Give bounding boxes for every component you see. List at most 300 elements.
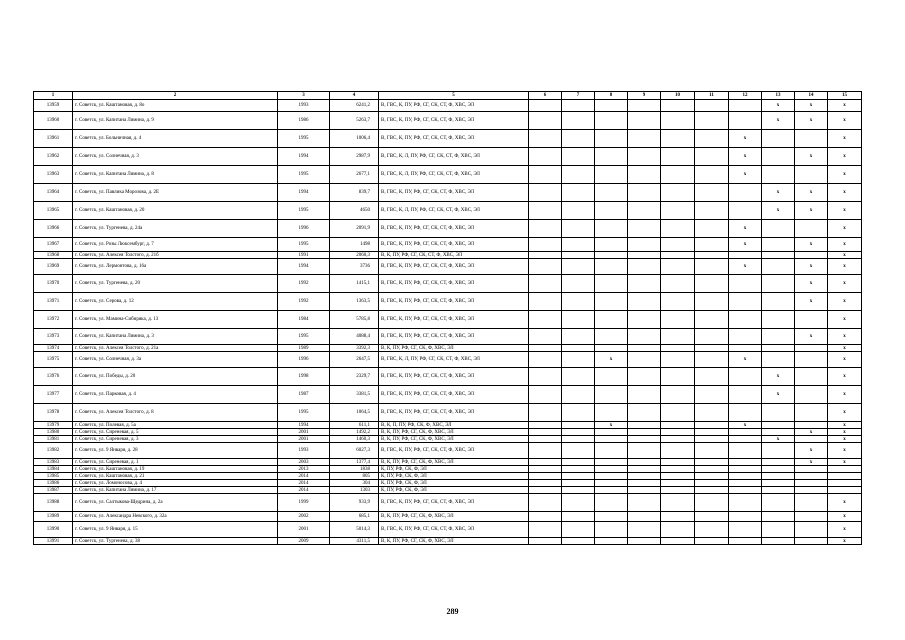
mark-cell — [628, 148, 661, 166]
mark-cell — [628, 494, 661, 512]
elements-cell: В, ГВС, К, Л, ПУ, РФ, СГ, СК, СТ, Ф, ХВС, ЭЛ — [379, 166, 529, 184]
mark-cell — [595, 459, 628, 466]
mark-cell: x — [795, 184, 828, 202]
row-id-cell: 13986 — [34, 480, 73, 487]
mark-cell — [729, 386, 762, 404]
elements-cell: В, ГВС, К, ПУ, РФ, СГ, СК, СТ, Ф, ХВС, ЭЛ — [379, 130, 529, 148]
mark-cell — [762, 538, 795, 545]
table-row — [34, 238, 862, 252]
table-row — [34, 329, 862, 345]
row-id-cell: 13989 — [34, 512, 73, 522]
row-id-cell: 13962 — [34, 148, 73, 166]
mark-cell — [562, 166, 595, 184]
mark-cell — [529, 436, 562, 443]
mark-cell — [795, 487, 828, 494]
area-cell: 3381,5 — [330, 386, 379, 404]
mark-cell — [729, 202, 762, 220]
mark-cell — [729, 329, 762, 345]
mark-cell — [729, 368, 762, 386]
mark-cell — [628, 480, 661, 487]
mark-cell — [695, 130, 729, 148]
mark-cell — [729, 293, 762, 311]
address-cell: г. Советск, ул. Сиреневая, д. 5 — [73, 429, 278, 436]
header-cell: 4 — [330, 92, 379, 100]
mark-cell: x — [729, 352, 762, 368]
header-cell: 6 — [529, 92, 562, 100]
mark-cell: x — [828, 293, 862, 311]
address-cell: г. Советск, ул. Тургенева, д. 38 — [73, 538, 278, 545]
elements-cell: В, ГВС, К, ПУ, РФ, СГ, СК, СТ, Ф, ХВС, ЭЛ — [379, 293, 529, 311]
mark-cell — [661, 443, 695, 459]
area-cell: 1498 — [330, 238, 379, 252]
mark-cell — [661, 386, 695, 404]
mark-cell — [661, 404, 695, 422]
mark-cell — [661, 538, 695, 545]
mark-cell — [695, 443, 729, 459]
mark-cell — [729, 443, 762, 459]
table-row — [34, 275, 862, 293]
mark-cell — [661, 329, 695, 345]
area-cell: 3392,3 — [330, 345, 379, 352]
table-row — [34, 293, 862, 311]
mark-cell — [762, 293, 795, 311]
elements-cell: К, ПУ, РФ, СК, Ф, ЭЛ — [379, 480, 529, 487]
elements-cell: В, К, ПУ, РФ, СГ, СК, Ф, ХВС, ЭЛ — [379, 538, 529, 545]
mark-cell: x — [828, 130, 862, 148]
row-id-cell: 13960 — [34, 112, 73, 130]
row-id-cell: 13984 — [34, 466, 73, 473]
mark-cell — [695, 473, 729, 480]
area-cell: 5785,8 — [330, 311, 379, 329]
mark-cell — [661, 259, 695, 275]
mark-cell — [762, 166, 795, 184]
elements-cell: В, ГВС, К, ПУ, РФ, СГ, СК, СТ, Ф, ХВС, ЭЛ — [379, 386, 529, 404]
mark-cell: x — [828, 202, 862, 220]
mark-cell — [695, 352, 729, 368]
mark-cell — [762, 429, 795, 436]
mark-cell: x — [828, 184, 862, 202]
mark-cell — [729, 487, 762, 494]
elements-cell: В, К, ПУ, РФ, СГ, СК, Ф, ХВС, ЭЛ — [379, 436, 529, 443]
year-cell: 1995 — [278, 329, 330, 345]
mark-cell — [795, 404, 828, 422]
mark-cell — [762, 480, 795, 487]
table-row — [34, 466, 862, 473]
mark-cell — [529, 345, 562, 352]
elements-cell: В, ГВС, К, ПУ, РФ, СГ, СК, СТ, Ф, ХВС, ЭЛ — [379, 100, 529, 112]
row-id-cell: 13971 — [34, 293, 73, 311]
mark-cell — [529, 100, 562, 112]
mark-cell — [729, 429, 762, 436]
mark-cell — [729, 522, 762, 538]
mark-cell — [695, 429, 729, 436]
mark-cell — [562, 404, 595, 422]
mark-cell — [828, 473, 862, 480]
mark-cell — [762, 473, 795, 480]
mark-cell — [562, 422, 595, 429]
mark-cell — [529, 443, 562, 459]
header-cell: 11 — [695, 92, 729, 100]
mark-cell: x — [795, 459, 828, 466]
mark-cell — [661, 368, 695, 386]
mark-cell — [729, 311, 762, 329]
elements-cell: В, ГВС, К, ПУ, РФ, СГ, СК, СТ, Ф, ХВС, ЭЛ — [379, 311, 529, 329]
mark-cell — [628, 522, 661, 538]
mark-cell — [562, 368, 595, 386]
mark-cell — [661, 480, 695, 487]
year-cell: 2014 — [278, 487, 330, 494]
mark-cell — [661, 100, 695, 112]
mark-cell: x — [795, 238, 828, 252]
mark-cell — [595, 522, 628, 538]
mark-cell: x — [729, 166, 762, 184]
mark-cell: x — [595, 422, 628, 429]
mark-cell — [595, 112, 628, 130]
table-row — [34, 130, 862, 148]
mark-cell — [762, 404, 795, 422]
mark-cell — [729, 538, 762, 545]
table-row — [34, 436, 862, 443]
table-row — [34, 538, 862, 545]
address-cell: г. Советск, ул. Победы, д. 20 — [73, 368, 278, 386]
mark-cell — [562, 522, 595, 538]
row-id-cell: 13988 — [34, 494, 73, 512]
mark-cell — [562, 352, 595, 368]
table-row — [34, 184, 862, 202]
mark-cell — [729, 480, 762, 487]
row-id-cell: 13974 — [34, 345, 73, 352]
mark-cell — [762, 220, 795, 238]
row-id-cell: 13975 — [34, 352, 73, 368]
mark-cell — [795, 311, 828, 329]
mark-cell — [562, 480, 595, 487]
header-cell: 2 — [73, 92, 278, 100]
year-cell: 2014 — [278, 480, 330, 487]
mark-cell — [595, 512, 628, 522]
mark-cell — [529, 422, 562, 429]
mark-cell: x — [762, 202, 795, 220]
mark-cell — [795, 345, 828, 352]
mark-cell — [595, 259, 628, 275]
elements-cell: В, ГВС, К, Л, ПУ, РФ, СГ, СК, СТ, Ф, ХВС, ЭЛ — [379, 202, 529, 220]
mark-cell — [529, 386, 562, 404]
mark-cell — [661, 166, 695, 184]
table-row — [34, 166, 862, 184]
address-cell: г. Советск, ул. Полевая, д. 5а — [73, 422, 278, 429]
area-cell: 1460,3 — [330, 436, 379, 443]
mark-cell: x — [795, 202, 828, 220]
table-row — [34, 473, 862, 480]
mark-cell — [795, 386, 828, 404]
mark-cell: x — [729, 130, 762, 148]
mark-cell — [628, 386, 661, 404]
mark-cell — [595, 386, 628, 404]
row-id-cell: 13979 — [34, 422, 73, 429]
area-cell: 5263,7 — [330, 112, 379, 130]
row-id-cell: 13970 — [34, 275, 73, 293]
address-cell: г. Советск, ул. Сиреневая, д. 3 — [73, 436, 278, 443]
address-cell: г. Советск, ул. Капитана Лямина, д. 3 — [73, 329, 278, 345]
mark-cell: x — [828, 345, 862, 352]
mark-cell: x — [828, 311, 862, 329]
header-cell: 5 — [379, 92, 529, 100]
mark-cell: x — [828, 538, 862, 545]
area-cell: 4650 — [330, 202, 379, 220]
header-cell: 10 — [661, 92, 695, 100]
mark-cell — [628, 443, 661, 459]
mark-cell — [661, 345, 695, 352]
elements-cell: К, ПУ, РФ, СК, Ф, ЭЛ — [379, 473, 529, 480]
mark-cell: x — [828, 436, 862, 443]
mark-cell — [628, 345, 661, 352]
area-cell: 2091,9 — [330, 220, 379, 238]
area-cell: 304 — [330, 480, 379, 487]
elements-cell: В, ГВС, К, ПУ, РФ, СГ, СК, СТ, Ф, ХВС, ЭЛ — [379, 238, 529, 252]
area-cell: 1363,5 — [330, 293, 379, 311]
table-row — [34, 112, 862, 130]
area-cell: 6241,2 — [330, 100, 379, 112]
header-cell: 8 — [595, 92, 628, 100]
mark-cell — [628, 512, 661, 522]
mark-cell: x — [595, 352, 628, 368]
mark-cell — [661, 184, 695, 202]
area-cell: 2060,3 — [330, 252, 379, 259]
mark-cell — [562, 386, 595, 404]
elements-cell: В, К, ПУ, РФ, СГ, СК, Ф, ХВС, ЭЛ — [379, 459, 529, 466]
mark-cell — [628, 422, 661, 429]
mark-cell — [562, 473, 595, 480]
mark-cell — [595, 252, 628, 259]
row-id-cell: 13972 — [34, 311, 73, 329]
mark-cell — [628, 466, 661, 473]
mark-cell — [595, 329, 628, 345]
mark-cell — [595, 293, 628, 311]
elements-cell: В, ГВС, К, ПУ, РФ, СГ, СК, СТ, Ф, ХВС, ЭЛ — [379, 522, 529, 538]
mark-cell — [529, 275, 562, 293]
mark-cell — [595, 538, 628, 545]
mark-cell — [795, 538, 828, 545]
mark-cell — [695, 293, 729, 311]
mark-cell — [695, 148, 729, 166]
elements-cell: В, ГВС, К, ПУ, РФ, СГ, СК, СТ, Ф, ХВС, ЭЛ — [379, 259, 529, 275]
header-cell: 1 — [34, 92, 73, 100]
mark-cell — [762, 275, 795, 293]
mark-cell — [695, 238, 729, 252]
mark-cell: x — [828, 368, 862, 386]
mark-cell — [529, 480, 562, 487]
address-cell: г. Советск, ул. Лермонтова, д. 16а — [73, 259, 278, 275]
elements-cell: В, ГВС, К, ПУ, РФ, СГ, СК, СТ, Ф, ХВС, ЭЛ — [379, 443, 529, 459]
address-cell: г. Советск, ул. Капитана Лямина, д. 17 — [73, 487, 278, 494]
mark-cell — [661, 148, 695, 166]
address-cell: г. Советск, ул. Каштановая, д. 21 — [73, 473, 278, 480]
row-id-cell: 13976 — [34, 368, 73, 386]
mark-cell — [695, 466, 729, 473]
mark-cell: x — [795, 443, 828, 459]
mark-cell — [795, 473, 828, 480]
mark-cell — [562, 275, 595, 293]
mark-cell — [695, 386, 729, 404]
address-cell: г. Советск, ул. Серова, д. 12 — [73, 293, 278, 311]
mark-cell: x — [795, 275, 828, 293]
elements-cell: В, ГВС, К, ПУ, РФ, СГ, СК, СТ, Ф, ХВС, ЭЛ — [379, 494, 529, 512]
mark-cell — [661, 202, 695, 220]
mark-cell — [529, 220, 562, 238]
area-cell: 3736 — [330, 259, 379, 275]
area-cell: 1377,4 — [330, 459, 379, 466]
mark-cell: x — [729, 259, 762, 275]
mark-cell — [595, 466, 628, 473]
mark-cell — [762, 238, 795, 252]
year-cell: 1991 — [278, 252, 330, 259]
mark-cell — [695, 329, 729, 345]
year-cell: 1995 — [278, 238, 330, 252]
year-cell: 1993 — [278, 100, 330, 112]
year-cell: 1994 — [278, 184, 330, 202]
mark-cell: x — [828, 148, 862, 166]
mark-cell — [529, 494, 562, 512]
mark-cell — [595, 345, 628, 352]
year-cell: 2002 — [278, 512, 330, 522]
row-id-cell: 13964 — [34, 184, 73, 202]
area-cell: 4311,5 — [330, 538, 379, 545]
mark-cell — [729, 459, 762, 466]
mark-cell — [695, 404, 729, 422]
table-row — [34, 386, 862, 404]
mark-cell: x — [795, 293, 828, 311]
mark-cell — [695, 368, 729, 386]
row-id-cell: 13985 — [34, 473, 73, 480]
address-cell: г. Советск, ул. 9 Января, д. 28 — [73, 443, 278, 459]
mark-cell: x — [828, 494, 862, 512]
address-cell: г. Советск, ул. Александра Невского, д. 32а — [73, 512, 278, 522]
mark-cell — [729, 466, 762, 473]
table-row — [34, 443, 862, 459]
year-cell: 1999 — [278, 494, 330, 512]
mark-cell — [762, 494, 795, 512]
mark-cell — [795, 130, 828, 148]
table-row — [34, 429, 862, 436]
table-row — [34, 404, 862, 422]
mark-cell — [695, 112, 729, 130]
mark-cell — [562, 184, 595, 202]
mark-cell — [562, 512, 595, 522]
mark-cell: x — [828, 112, 862, 130]
elements-cell: В, ГВС, К, ПУ, РФ, СГ, СК, СТ, Ф, ХВС, ЭЛ — [379, 112, 529, 130]
row-id-cell: 13959 — [34, 100, 73, 112]
table-row — [34, 368, 862, 386]
year-cell: 1995 — [278, 202, 330, 220]
mark-cell — [595, 494, 628, 512]
mark-cell — [628, 404, 661, 422]
mark-cell — [628, 487, 661, 494]
mark-cell: x — [828, 238, 862, 252]
mark-cell: x — [762, 386, 795, 404]
mark-cell — [628, 368, 661, 386]
year-cell: 2001 — [278, 522, 330, 538]
mark-cell — [762, 252, 795, 259]
mark-cell — [595, 275, 628, 293]
mark-cell: x — [729, 148, 762, 166]
mark-cell: x — [828, 329, 862, 345]
mark-cell — [661, 293, 695, 311]
area-cell: 2647,5 — [330, 352, 379, 368]
mark-cell — [529, 238, 562, 252]
elements-cell: К, ПУ, РФ, СК, Ф, ЭЛ — [379, 487, 529, 494]
year-cell: 2013 — [278, 466, 330, 473]
header-cell: 9 — [628, 92, 661, 100]
mark-cell — [628, 202, 661, 220]
mark-cell — [562, 487, 595, 494]
mark-cell — [729, 436, 762, 443]
elements-cell: В, ГВС, К, ПУ, РФ, СГ, СК, СТ, Ф, ХВС, ЭЛ — [379, 184, 529, 202]
mark-cell — [628, 259, 661, 275]
area-cell: 2329,7 — [330, 368, 379, 386]
row-id-cell: 13969 — [34, 259, 73, 275]
mark-cell: x — [729, 220, 762, 238]
mark-cell — [562, 112, 595, 130]
row-id-cell: 13968 — [34, 252, 73, 259]
mark-cell — [595, 368, 628, 386]
mark-cell — [529, 112, 562, 130]
mark-cell — [529, 429, 562, 436]
year-cell: 1996 — [278, 352, 330, 368]
mark-cell — [661, 494, 695, 512]
mark-cell — [529, 293, 562, 311]
row-id-cell: 13983 — [34, 459, 73, 466]
mark-cell — [762, 345, 795, 352]
mark-cell — [595, 238, 628, 252]
mark-cell — [762, 148, 795, 166]
table-row — [34, 512, 862, 522]
area-cell: 1415,1 — [330, 275, 379, 293]
mark-cell: x — [762, 436, 795, 443]
mark-cell — [661, 112, 695, 130]
mark-cell — [595, 202, 628, 220]
elements-cell: В, ГВС, К, ПУ, РФ, СГ, СК, СТ, Ф, ХВС, ЭЛ — [379, 275, 529, 293]
mark-cell — [529, 538, 562, 545]
mark-cell — [795, 494, 828, 512]
mark-cell: x — [795, 259, 828, 275]
mark-cell — [795, 220, 828, 238]
mark-cell — [529, 252, 562, 259]
mark-cell — [529, 459, 562, 466]
address-cell: г. Советск, ул. Каштановая, д. 8о — [73, 100, 278, 112]
year-cell: 2009 — [278, 538, 330, 545]
year-cell: 1992 — [278, 275, 330, 293]
mark-cell: x — [795, 148, 828, 166]
mark-cell — [762, 329, 795, 345]
mark-cell — [695, 480, 729, 487]
address-cell: г. Советск, ул. Розы Люксембург, д. 7 — [73, 238, 278, 252]
row-id-cell: 13965 — [34, 202, 73, 220]
mark-cell — [795, 422, 828, 429]
mark-cell — [595, 480, 628, 487]
elements-cell: В, К, П, ПУ, РФ, СК, Ф, ХВС, ЭЛ — [379, 422, 529, 429]
row-id-cell: 13980 — [34, 429, 73, 436]
mark-cell: x — [828, 352, 862, 368]
mark-cell — [762, 352, 795, 368]
mark-cell: x — [828, 220, 862, 238]
mark-cell — [628, 238, 661, 252]
area-cell: 933,9 — [330, 494, 379, 512]
table-row — [34, 494, 862, 512]
mark-cell: x — [762, 184, 795, 202]
mark-cell — [529, 130, 562, 148]
mark-cell — [795, 252, 828, 259]
row-id-cell: 13981 — [34, 436, 73, 443]
mark-cell — [529, 202, 562, 220]
